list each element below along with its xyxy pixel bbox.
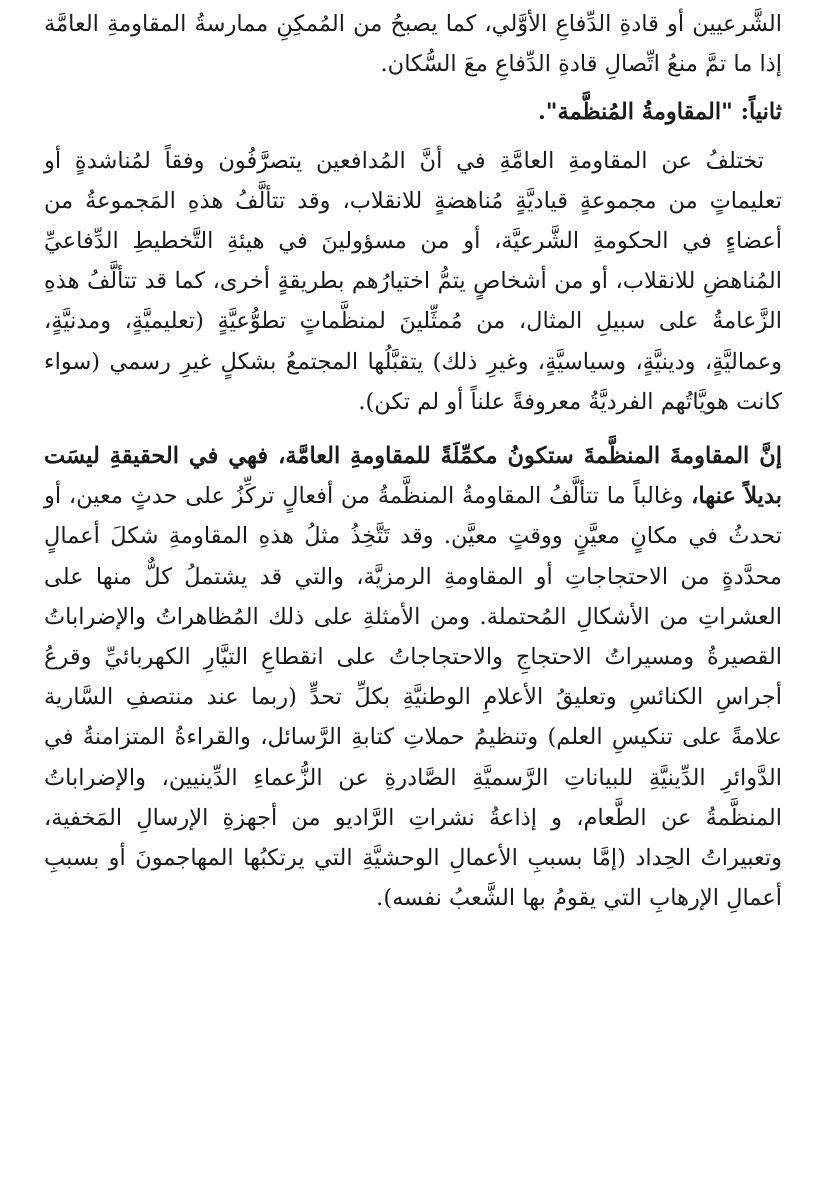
intro-paragraph: الشَّرعيين أو قادةِ الدِّفاعِ الأوَّلي، كما يصبحُ من المُمكِنِ ممارسةُ المقاومةِ العامَّة إذا ما تمَّ منعُ اتِّصالِ قادةِ الدِّفاعِ معَ السُّكان.	[44, 11, 782, 78]
paragraph-lead-bold: إنَّ المقاومةَ المنظَّمةَ ستكونُ مكمِّلَةً للمقاومةِ العامَّة، فهي في الحقيقةِ ليسَت بديلاً عنها،	[44, 443, 782, 510]
paragraph-organized-resistance-definition: تختلفُ عن المقاومةِ العامَّةِ في أنَّ المُدافعين يتصرَّفُون وفقاً لمُناشدةٍ أو تعليماتٍ من مجموعةٍ قياديَّةٍ مُناهضةٍ للانقلاب، وقد تتألَّفُ هذهِ المَجموعةُ من أعضاءٍ في الحكومةِ الشَّرعيَّة، أو من مسؤولينَ في هيئةِ التَّخطيطِ الدِّفاعيِّ المُناهضِ للانقلاب، أو من أشخاصٍ يتمُّ اختيارُهم بطريقةٍ أخرى، كما قد تتألَّفُ هذهِ الزَّعامةُ على سبيلِ المثال، من مُمثِّلينَ لمنظَّماتٍ تطوُّعيَّةٍ (تعليميَّةٍ، ومدنيَّةٍ، وعماليَّةٍ، ودينيَّةٍ، وسياسيَّةٍ، وغيرِ ذلك) يتقبَّلُها المجتمعُ بشكلٍ غيرِ رسمي (سواء كانت هويَّاتُهم الفرديَّةُ معروفةً علناً أو لم تكن).	[44, 147, 782, 415]
paragraph-body: وغالباً ما تتألَّفُ المقاومةُ المنظَّمةُ من أفعالٍ تركِّزُ على حدثٍ معين، أو تحدثُ في مكانٍ معيَّنٍ ووقتٍ معيَّن. وقد تَتَّخِذُ مثلُ هذهِ المقاومةِ شكلَ أعمالٍ محدَّدةٍ من الاحتجاجاتِ أو المقاومةِ الرمزيَّة، والتي قد يشتملُ كلٌّ منها على العشراتِ من الأشكالِ المُحتملة. ومن الأمثلةِ على ذلك المُظاهراتُ والإضراباتُ القصيرةُ ومسيراتُ الاحتجاجِ والاحتجاجاتُ على انقطاعِ التيَّارِ الكهربائيِّ وقرعُ أجراسِ الكنائسِ وتعليقُ الأعلامِ الوطنيَّةِ بكلِّ تحدٍّ (ربما عند منتصفِ السَّارية علامةً على تنكيسِ العلم) وتنظيمُ حملاتِ كتابةِ الرَّسائل، والقراءةُ المتزامنةُ في الدَّوائرِ الدِّينيَّةِ للبياناتِ الرَّسميَّةِ الصَّادرةِ عن الزُّعماءِ الدِّينيين، والإضراباتُ المنظَّمةُ عن الطَّعام، و إذاعةُ نشراتِ الرَّاديو من أجهزةِ الإرسالِ المَخفية، وتعبيراتُ الحِداد (إمَّا بسببِ الأعمالِ الوحشيَّةِ التي يرتكبُها المهاجمونَ أو بسببِ أعمالِ الإرهابِ التي يقومُ بها الشَّعبُ نفسه).	[44, 483, 782, 912]
paragraph-spacer	[44, 422, 782, 436]
section-heading: ثانياً: "المقاومةُ المُنظَّمة".	[537, 99, 782, 126]
paragraph-organized-resistance-forms	[44, 436, 782, 918]
